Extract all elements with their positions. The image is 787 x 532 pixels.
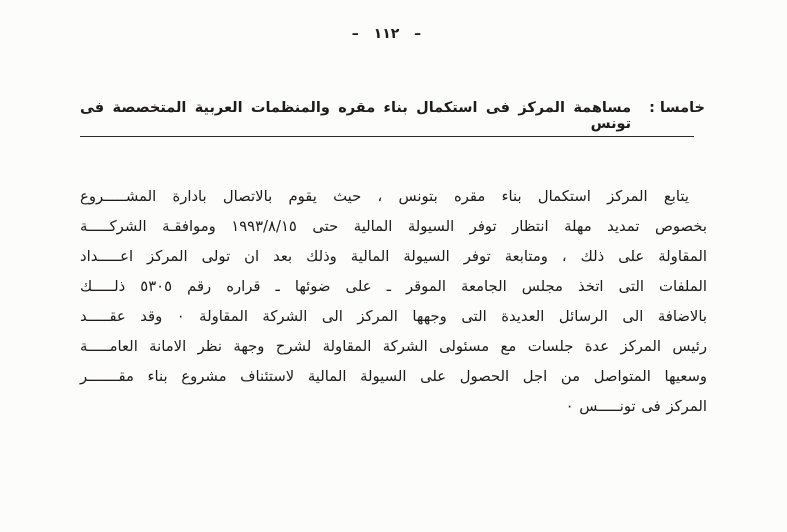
paragraph-line: المركز فى تونـــــس ٠ — [565, 398, 707, 415]
section-heading — [80, 100, 705, 132]
paragraph-line: الملفات التى اتخذ مجلس الجامعة الموقر ـ على ضوئها ـ قراره رقم ٥٣٠٥ ذلـــــك — [80, 278, 708, 295]
paragraph-line: وسعيها المتواصل من اجل الحصول على السيولة المالية لاستئناف مشروع بناء مقـــــــر — [80, 368, 707, 385]
section-heading-label: خامسا : — [649, 100, 705, 116]
section-heading-text: مساهمة المركز فى استكمال بناء مقره والمنظمات العربية المتخصصة فى تونس — [80, 100, 632, 132]
paragraph-line: بالاضافة الى الرسائل العديدة التى وجهها المركز الى الشركة المقاولة ٠ وقد عقـــــد — [80, 308, 707, 325]
page-number: – ١١٢ – — [351, 26, 422, 42]
paragraph-line: المقاولة على ذلك ، ومتابعة توفر السيولة المالية وذلك بعد ان تولى المركز اعـــــداد — [80, 248, 707, 265]
body-paragraph — [80, 182, 707, 422]
heading-underline — [80, 136, 694, 137]
paragraph-line: يتابع المركز استكمال بناء مقره بتونس ، حيث يقوم بالاتصال بادارة المشـــــروع — [80, 188, 689, 205]
paragraph-line: بخصوص تمديد مهلة انتظار توفر السيولة المالية حتى ١٩٩٣/٨/١٥ وموافقـة الشركـــــة — [80, 218, 707, 235]
paragraph-line: رئيس المركز عدة جلسات مع مسئولى الشركة المقاولة لشرح وجهة نظر الامانة العامـــــة — [80, 338, 707, 355]
